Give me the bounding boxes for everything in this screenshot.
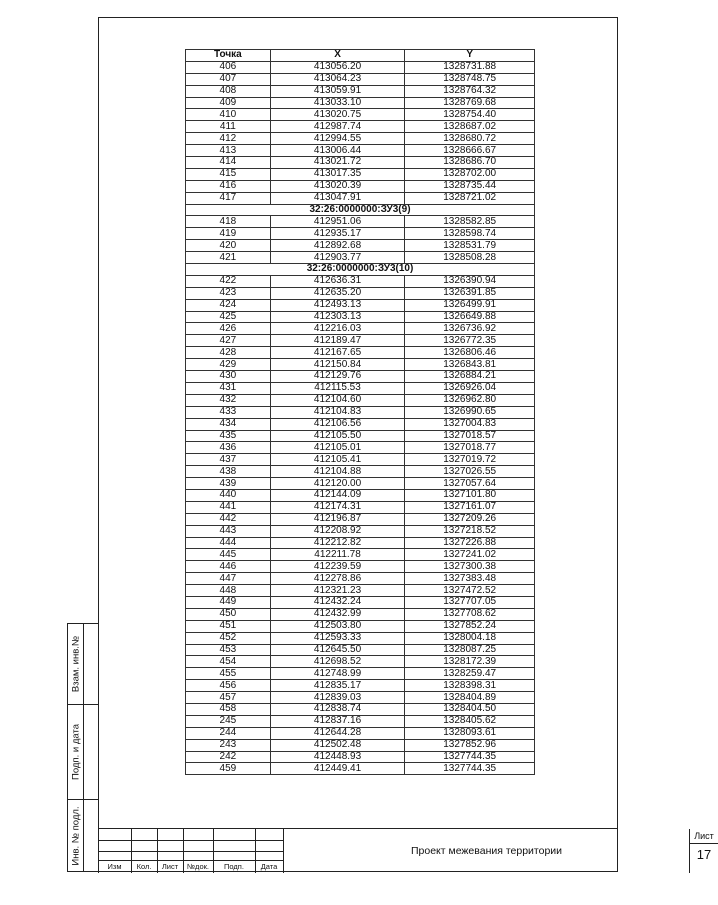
header-x: X [270, 50, 405, 62]
point-cell: 409 [186, 97, 271, 109]
x-cell: 412189.47 [270, 335, 405, 347]
table-row [186, 311, 535, 323]
point-cell: 424 [186, 299, 271, 311]
point-cell: 436 [186, 442, 271, 454]
x-cell: 412106.56 [270, 418, 405, 430]
col-podp: Подп. [224, 862, 244, 871]
table-row [186, 133, 535, 145]
x-cell: 412448.93 [270, 751, 405, 763]
x-cell: 412449.41 [270, 763, 405, 775]
table-row [186, 692, 535, 704]
side-stamp [67, 623, 98, 872]
table-row [186, 240, 535, 252]
y-cell: 1328172.39 [405, 656, 535, 668]
y-cell: 1327057.64 [405, 478, 535, 490]
y-cell: 1328686.70 [405, 157, 535, 169]
y-cell: 1327018.57 [405, 430, 535, 442]
x-cell: 412104.88 [270, 466, 405, 478]
y-cell: 1328721.02 [405, 192, 535, 204]
table-row [186, 739, 535, 751]
x-cell: 413064.23 [270, 73, 405, 85]
point-cell: 446 [186, 561, 271, 573]
y-cell: 1327852.24 [405, 620, 535, 632]
y-cell: 1327744.35 [405, 751, 535, 763]
point-cell: 457 [186, 692, 271, 704]
point-cell: 440 [186, 489, 271, 501]
point-cell: 414 [186, 157, 271, 169]
x-cell: 412935.17 [270, 228, 405, 240]
table-row [186, 109, 535, 121]
section-row [186, 204, 535, 216]
table-row [186, 596, 535, 608]
table-row [186, 157, 535, 169]
x-cell: 412503.80 [270, 620, 405, 632]
table-row [186, 180, 535, 192]
x-cell: 412144.09 [270, 489, 405, 501]
table-row [186, 97, 535, 109]
y-cell: 1326843.81 [405, 359, 535, 371]
table-row [186, 763, 535, 775]
y-cell: 1327019.72 [405, 454, 535, 466]
sheet-box [689, 829, 718, 873]
y-cell: 1326772.35 [405, 335, 535, 347]
table-row [186, 299, 535, 311]
x-cell: 412104.60 [270, 394, 405, 406]
y-cell: 1327300.38 [405, 561, 535, 573]
y-cell: 1327852.96 [405, 739, 535, 751]
x-cell: 412174.31 [270, 501, 405, 513]
project-title-text: Проект межевания территории [410, 845, 563, 857]
header-y: Y [405, 50, 535, 62]
point-cell: 431 [186, 382, 271, 394]
point-cell: 453 [186, 644, 271, 656]
point-cell: 412 [186, 133, 271, 145]
x-cell: 412196.87 [270, 513, 405, 525]
x-cell: 412698.52 [270, 656, 405, 668]
point-cell: 422 [186, 275, 271, 287]
x-cell: 412838.74 [270, 703, 405, 715]
y-cell: 1328735.44 [405, 180, 535, 192]
title-block [98, 828, 714, 873]
x-cell: 413020.75 [270, 109, 405, 121]
table-row [186, 347, 535, 359]
table-row [186, 61, 535, 73]
y-cell: 1327026.55 [405, 466, 535, 478]
table-row [186, 454, 535, 466]
y-cell: 1326884.21 [405, 371, 535, 383]
col-list: Лист [161, 862, 179, 871]
x-cell: 413059.91 [270, 85, 405, 97]
x-cell: 412115.53 [270, 382, 405, 394]
point-cell: 408 [186, 85, 271, 97]
point-cell: 444 [186, 537, 271, 549]
table-row [186, 406, 535, 418]
point-cell: 418 [186, 216, 271, 228]
y-cell: 1326390.94 [405, 275, 535, 287]
table-row [186, 632, 535, 644]
x-cell: 413056.20 [270, 61, 405, 73]
y-cell: 1326962.80 [405, 394, 535, 406]
point-cell: 433 [186, 406, 271, 418]
point-cell: 243 [186, 739, 271, 751]
y-cell: 1327209.26 [405, 513, 535, 525]
y-cell: 1328666.67 [405, 145, 535, 157]
header-point: Точка [186, 50, 271, 62]
revision-grid [98, 829, 283, 873]
point-cell: 450 [186, 608, 271, 620]
x-cell: 412105.41 [270, 454, 405, 466]
x-cell: 412837.16 [270, 715, 405, 727]
y-cell: 1327744.35 [405, 763, 535, 775]
y-cell: 1327004.83 [405, 418, 535, 430]
x-cell: 413020.39 [270, 180, 405, 192]
point-cell: 242 [186, 751, 271, 763]
point-cell: 427 [186, 335, 271, 347]
y-cell: 1326806.46 [405, 347, 535, 359]
x-cell: 412839.03 [270, 692, 405, 704]
point-cell: 244 [186, 727, 271, 739]
col-data: Дата [260, 862, 278, 871]
point-cell: 419 [186, 228, 271, 240]
x-cell: 412593.33 [270, 632, 405, 644]
y-cell: 1327707.05 [405, 596, 535, 608]
table-row [186, 644, 535, 656]
y-cell: 1327161.07 [405, 501, 535, 513]
table-row [186, 478, 535, 490]
x-cell: 412994.55 [270, 133, 405, 145]
y-cell: 1327218.52 [405, 525, 535, 537]
table-row [186, 501, 535, 513]
side-cell-orig-inv [68, 800, 99, 872]
y-cell: 1326926.04 [405, 382, 535, 394]
side-label-replace-inv: Взам. инв.№ [70, 635, 81, 693]
side-cell-replace-inv [68, 624, 99, 705]
point-cell: 421 [186, 252, 271, 264]
y-cell: 1326391.85 [405, 287, 535, 299]
point-cell: 413 [186, 145, 271, 157]
y-cell: 1328004.18 [405, 632, 535, 644]
point-cell: 454 [186, 656, 271, 668]
sheet-number: 17 [696, 847, 712, 862]
x-cell: 412432.24 [270, 596, 405, 608]
side-label-sign-date: Подп. и дата [70, 724, 81, 780]
x-cell: 412493.13 [270, 299, 405, 311]
side-cell-sign-date [68, 705, 99, 800]
y-cell: 1328769.68 [405, 97, 535, 109]
point-cell: 438 [186, 466, 271, 478]
x-cell: 412216.03 [270, 323, 405, 335]
table-row [186, 442, 535, 454]
point-cell: 441 [186, 501, 271, 513]
x-cell: 412432.99 [270, 608, 405, 620]
table-row [186, 287, 535, 299]
point-cell: 429 [186, 359, 271, 371]
project-title [283, 829, 689, 873]
table-row [186, 73, 535, 85]
table-row [186, 513, 535, 525]
x-cell: 412502.48 [270, 739, 405, 751]
point-cell: 430 [186, 371, 271, 383]
y-cell: 1328702.00 [405, 168, 535, 180]
y-cell: 1327708.62 [405, 608, 535, 620]
y-cell: 1326990.65 [405, 406, 535, 418]
y-cell: 1328398.31 [405, 680, 535, 692]
y-cell: 1328598.74 [405, 228, 535, 240]
table-row [186, 359, 535, 371]
x-cell: 412644.28 [270, 727, 405, 739]
x-cell: 413017.35 [270, 168, 405, 180]
table-row [186, 371, 535, 383]
table-header-row [186, 50, 535, 62]
y-cell: 1328087.25 [405, 644, 535, 656]
y-cell: 1327226.88 [405, 537, 535, 549]
point-cell: 456 [186, 680, 271, 692]
x-cell: 412212.82 [270, 537, 405, 549]
y-cell: 1328754.40 [405, 109, 535, 121]
col-izm: Изм [107, 862, 122, 871]
point-cell: 451 [186, 620, 271, 632]
point-cell: 445 [186, 549, 271, 561]
y-cell: 1326649.88 [405, 311, 535, 323]
x-cell: 412835.17 [270, 680, 405, 692]
table-row [186, 418, 535, 430]
point-cell: 417 [186, 192, 271, 204]
table-row [186, 85, 535, 97]
col-ndok: №док. [187, 862, 209, 871]
table-row [186, 192, 535, 204]
table-row [186, 680, 535, 692]
table-row [186, 537, 535, 549]
point-cell: 443 [186, 525, 271, 537]
table-row [186, 585, 535, 597]
point-cell: 449 [186, 596, 271, 608]
table-row [186, 573, 535, 585]
y-cell: 1328404.89 [405, 692, 535, 704]
point-cell: 245 [186, 715, 271, 727]
table-row [186, 216, 535, 228]
y-cell: 1328582.85 [405, 216, 535, 228]
y-cell: 1328531.79 [405, 240, 535, 252]
table-row [186, 656, 535, 668]
table-row [186, 608, 535, 620]
y-cell: 1326736.92 [405, 323, 535, 335]
table-row [186, 668, 535, 680]
point-cell: 434 [186, 418, 271, 430]
x-cell: 412211.78 [270, 549, 405, 561]
y-cell: 1328680.72 [405, 133, 535, 145]
table-row [186, 275, 535, 287]
y-cell: 1328748.75 [405, 73, 535, 85]
x-cell: 412645.50 [270, 644, 405, 656]
x-cell: 412104.83 [270, 406, 405, 418]
y-cell: 1328404.50 [405, 703, 535, 715]
table-row [186, 228, 535, 240]
x-cell: 412321.23 [270, 585, 405, 597]
y-cell: 1328259.47 [405, 668, 535, 680]
point-cell: 415 [186, 168, 271, 180]
x-cell: 412892.68 [270, 240, 405, 252]
point-cell: 426 [186, 323, 271, 335]
point-cell: 425 [186, 311, 271, 323]
col-kol: Кол. [136, 862, 152, 871]
x-cell: 412636.31 [270, 275, 405, 287]
point-cell: 435 [186, 430, 271, 442]
point-cell: 455 [186, 668, 271, 680]
x-cell: 412150.84 [270, 359, 405, 371]
table-body [186, 61, 535, 774]
y-cell: 1327383.48 [405, 573, 535, 585]
table-row [186, 382, 535, 394]
point-cell: 458 [186, 703, 271, 715]
table-row [186, 323, 535, 335]
table-row [186, 549, 535, 561]
x-cell: 412129.76 [270, 371, 405, 383]
point-cell: 442 [186, 513, 271, 525]
table-row [186, 335, 535, 347]
x-cell: 412208.92 [270, 525, 405, 537]
y-cell: 1328731.88 [405, 61, 535, 73]
point-cell: 416 [186, 180, 271, 192]
table-row [186, 466, 535, 478]
point-cell: 406 [186, 61, 271, 73]
x-cell: 412635.20 [270, 287, 405, 299]
y-cell: 1328093.61 [405, 727, 535, 739]
point-cell: 437 [186, 454, 271, 466]
x-cell: 413006.44 [270, 145, 405, 157]
y-cell: 1326499.91 [405, 299, 535, 311]
x-cell: 412167.65 [270, 347, 405, 359]
x-cell: 412105.50 [270, 430, 405, 442]
y-cell: 1327101.80 [405, 489, 535, 501]
table-row [186, 252, 535, 264]
table-row [186, 703, 535, 715]
section-title: 32:26:0000000:ЗУ3(10) [186, 264, 535, 276]
x-cell: 412303.13 [270, 311, 405, 323]
y-cell: 1327018.77 [405, 442, 535, 454]
table-row [186, 394, 535, 406]
point-cell: 459 [186, 763, 271, 775]
point-cell: 432 [186, 394, 271, 406]
table-row [186, 489, 535, 501]
x-cell: 412987.74 [270, 121, 405, 133]
point-cell: 447 [186, 573, 271, 585]
x-cell: 412951.06 [270, 216, 405, 228]
y-cell: 1327241.02 [405, 549, 535, 561]
y-cell: 1327472.52 [405, 585, 535, 597]
table-row [186, 430, 535, 442]
y-cell: 1328508.28 [405, 252, 535, 264]
x-cell: 412239.59 [270, 561, 405, 573]
table-row [186, 727, 535, 739]
point-cell: 439 [186, 478, 271, 490]
sheet-label: Лист [690, 829, 718, 844]
section-row [186, 264, 535, 276]
y-cell: 1328764.32 [405, 85, 535, 97]
table-row [186, 145, 535, 157]
table-row [186, 121, 535, 133]
point-cell: 423 [186, 287, 271, 299]
side-label-orig-inv: Инв. № подл. [70, 806, 81, 866]
y-cell: 1328687.02 [405, 121, 535, 133]
x-cell: 412278.86 [270, 573, 405, 585]
x-cell: 412105.01 [270, 442, 405, 454]
point-cell: 420 [186, 240, 271, 252]
x-cell: 412748.99 [270, 668, 405, 680]
x-cell: 413021.72 [270, 157, 405, 169]
x-cell: 413047.91 [270, 192, 405, 204]
point-cell: 411 [186, 121, 271, 133]
point-cell: 428 [186, 347, 271, 359]
x-cell: 412903.77 [270, 252, 405, 264]
table-row [186, 620, 535, 632]
point-cell: 448 [186, 585, 271, 597]
table-row [186, 715, 535, 727]
point-cell: 452 [186, 632, 271, 644]
x-cell: 412120.00 [270, 478, 405, 490]
table-row [186, 168, 535, 180]
point-cell: 410 [186, 109, 271, 121]
coordinates-table [185, 49, 535, 775]
table-row [186, 525, 535, 537]
point-cell: 407 [186, 73, 271, 85]
x-cell: 413033.10 [270, 97, 405, 109]
section-title: 32:26:0000000:ЗУ3(9) [186, 204, 535, 216]
table-row [186, 561, 535, 573]
table-row [186, 751, 535, 763]
y-cell: 1328405.62 [405, 715, 535, 727]
